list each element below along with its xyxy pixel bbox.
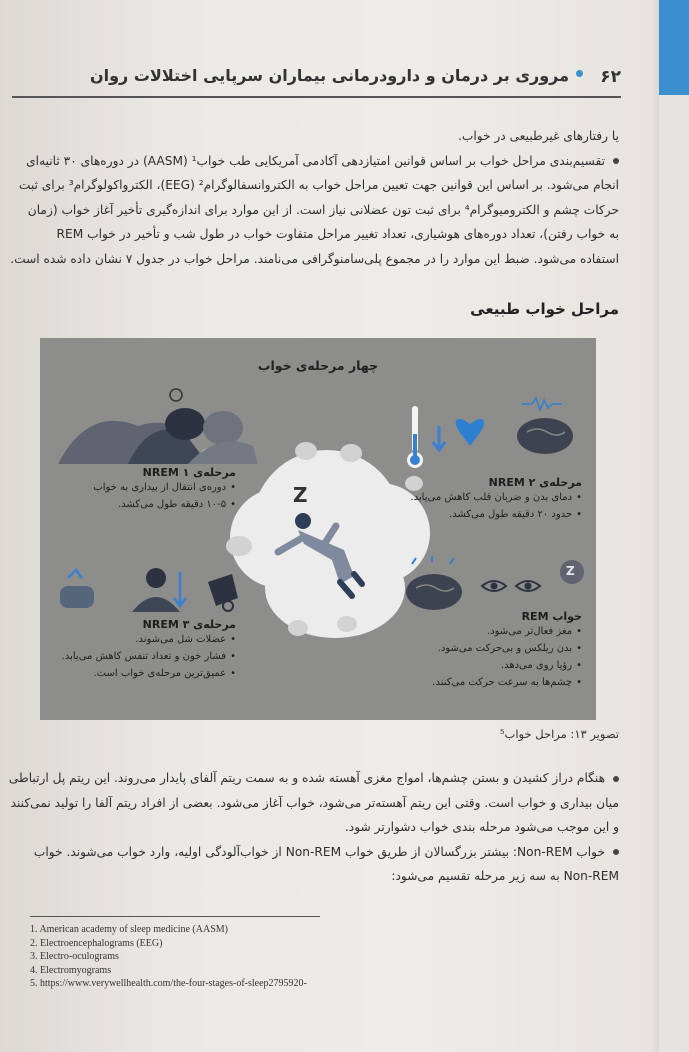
relaxed-body-icons — [56, 564, 256, 624]
text-line: و این موجب می‌شود مرحله بندی خواب دشوارتر شود. — [344, 820, 619, 834]
bullet-line: هنگام دراز کشیدن و بستن چشم‌ها، امواج مغزی آهسته شده و به سمت ریتم آلفای پایدار می‌روند. این ریتم پل ارتباطی — [48, 766, 619, 791]
stage3-item: • عمیق‌ترین مرحله‌ی خواب است. — [62, 665, 236, 682]
bullet-icon — [613, 849, 619, 855]
footnote: 1. American academy of sleep medicine (AASM) — [30, 924, 228, 935]
rem-item: • رؤیا روی می‌دهد. — [432, 657, 582, 674]
sleep-stages-figure — [40, 338, 596, 720]
stage3-item: • فشار خون و تعداد تنفس کاهش می‌یابد. — [62, 648, 236, 665]
drowsy-people-icon — [58, 386, 258, 466]
text-line: میان بیداری و خواب است. وقتی این ریتم آهسته‌تر می‌شود، خواب آغاز می‌شود. بعضی از افراد ریتم آلفا را تولید نمی‌کنند — [10, 795, 619, 810]
intro-paragraph — [10, 124, 619, 271]
stage3-item: • عضلات شل می‌شوند. — [62, 631, 236, 648]
figure-title: چهار مرحله‌ی خواب — [257, 358, 379, 373]
bullet-icon — [613, 158, 619, 164]
bullet-line: تقسیم‌بندی مراحل خواب بر اساس قوانین امتیازدهی آکادمی آمریکایی طب خواب¹ (AASM) در دوره‌های ۳۰ ثانیه‌ای — [34, 149, 619, 174]
bullet-icon — [613, 776, 619, 782]
brain-icon — [517, 418, 573, 454]
footnote: 3. Electro-oculograms — [30, 951, 119, 963]
footnote-rule — [30, 916, 320, 917]
running-title: مروری بر درمان و دارودرمانی بیماران سرپایی اختلالات روان — [89, 66, 569, 85]
sleep-z-icon: Z — [293, 483, 308, 507]
figure-caption: تصویر ۱۳: مراحل خواب⁵ — [499, 727, 619, 741]
text-line: Non-REM به سه زیر مرحله تقسیم می‌شود: — [391, 869, 619, 883]
text-line: یا رفتارهای غیرطبیعی در خواب. — [457, 129, 619, 143]
rem-title: خواب REM — [521, 610, 582, 623]
rem-item: • مغز فعال‌تر می‌شود. — [432, 623, 582, 640]
text-line: استفاده می‌شود. ضبط این موارد را در مجموع پلی‌سامنوگرافی می‌نامند. مراحل خواب در جدول ۷ نشان داده شده است. — [10, 251, 619, 266]
text-line: انجام می‌شود. بر اساس این قوانین جهت تعیین مراحل خواب به الکتروانسفالوگرام² (EEG)، الکترواکولوگرام³ برای ثبت — [18, 178, 619, 192]
footnote-link: 5. https://www.verywellhealth.com/the-four-stages-of-sleep2795920- — [30, 978, 307, 990]
stage1-box — [93, 466, 236, 513]
stage3-title: مرحله‌ی ۳ NREM — [142, 618, 236, 631]
stage1-item: • ۱۰-۵ دقیقه طول می‌کشد. — [93, 496, 236, 513]
rem-item: • بدن ریلکس و بی‌حرکت می‌شود. — [432, 640, 582, 657]
page-number: ۶۲ — [600, 67, 621, 87]
stage2-item: • حدود ۲۰ دقیقه طول می‌کشد. — [410, 506, 582, 523]
stage1-item: • دوره‌ی انتقال از بیداری به خواب — [93, 479, 236, 496]
active-brain-icon — [406, 574, 462, 610]
stage2-item: • دمای بدن و ضربان قلب کاهش می‌یابد. — [410, 489, 582, 506]
rem-box — [432, 610, 582, 691]
footnote: 2. Electroencephalograms (EEG) — [30, 937, 163, 949]
header-rule — [12, 96, 621, 98]
stage1-title: مرحله‌ی ۱ NREM — [142, 466, 236, 479]
stage2-title: مرحله‌ی ۲ NREM — [488, 476, 582, 489]
header-bullet-icon — [576, 70, 583, 77]
rem-z-icon: Z — [566, 564, 575, 578]
heart-icon — [456, 419, 485, 446]
stage2-box — [410, 476, 582, 523]
body-paragraph — [8, 766, 619, 889]
text-line: به خواب رفتن)، تعداد دوره‌های هوشیاری، تعداد تغییر مراحل متفاوت خواب در طول شب و تأخیر در خواب REM — [56, 227, 619, 241]
bullet-line: خواب Non-REM: بیشتر بزرگسالان از طریق خواب Non-REM از خواب‌آلودگی اولیه، وارد خواب می‌شوند. خواب — [48, 840, 619, 865]
running-header — [12, 64, 621, 98]
footnote: 4. Electromyograms — [30, 964, 112, 976]
text-line: حرکات چشم و الکترومیوگرام⁴ برای ثبت تون عضلانی نیاز است. از این موارد برای اندازه‌گیری تأخیر آغاز خواب (زمان — [27, 202, 619, 217]
clock-icon — [170, 389, 182, 401]
section-title: مراحل خواب طبیعی — [470, 300, 619, 318]
down-arrow-icon — [433, 426, 445, 450]
footnotes — [30, 923, 480, 991]
stage3-box — [62, 618, 236, 682]
rem-item: • چشم‌ها به سرعت حرکت می‌کنند. — [432, 674, 582, 691]
temperature-heart-brain-icons — [402, 396, 592, 476]
chapter-tab — [659, 0, 689, 95]
